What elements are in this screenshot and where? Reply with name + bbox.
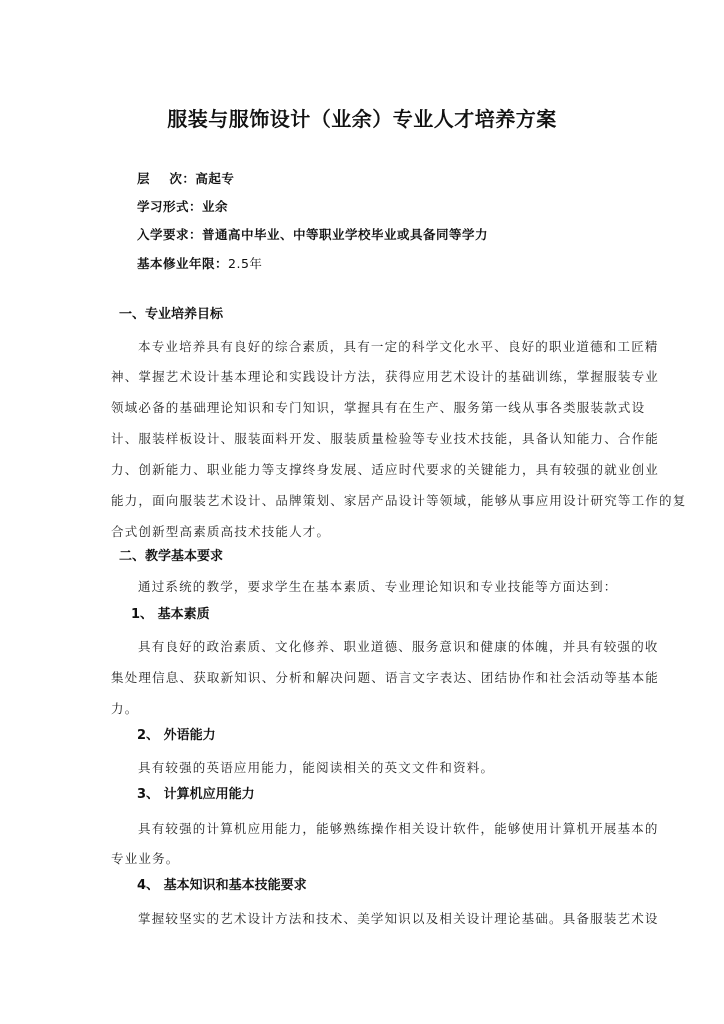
meta-level-label: 层 次： bbox=[137, 171, 196, 186]
section2-heading: 二、教学基本要求 bbox=[119, 549, 224, 564]
section1-line: 领域必备的基础理论知识和专门知识，掌握具有在生产、服务第一线从事各类服装款式设 bbox=[111, 400, 646, 415]
section1-line: 计、服装样板设计、服装面料开发、服装质量检验等专业技术技能，具备认知能力、合作能 bbox=[111, 431, 660, 446]
sub4-heading: 4、 基本知识和基本技能要求 bbox=[137, 878, 307, 893]
sub3-line: 具有较强的计算机应用能力，能够熟练操作相关设计软件，能够使用计算机开展基本的 bbox=[138, 821, 659, 836]
sub3-line: 专业业务。 bbox=[111, 851, 180, 866]
section1-line: 力、创新能力、职业能力等支撑终身发展、适应时代要求的关键能力，具有较强的就业创业 bbox=[111, 462, 660, 477]
meta-years bbox=[137, 254, 262, 272]
sub2-line: 具有较强的英语应用能力，能阅读相关的英文文件和资料。 bbox=[138, 760, 495, 775]
meta-level bbox=[137, 169, 234, 187]
sub1-line: 力。 bbox=[111, 701, 139, 716]
meta-admission-value: 普通高中毕业、中等职业学校毕业或具备同等学力 bbox=[202, 227, 489, 242]
section1-line: 本专业培养具有良好的综合素质，具有一定的科学文化水平、良好的职业道德和工匠精 bbox=[138, 339, 659, 354]
meta-form bbox=[137, 197, 228, 215]
section1-line: 神、掌握艺术设计基本理论和实践设计方法，获得应用艺术设计的基础训练，掌握服装专业 bbox=[111, 369, 660, 384]
meta-admission bbox=[137, 225, 488, 243]
meta-form-value: 业余 bbox=[202, 199, 229, 214]
sub3-heading: 3、 计算机应用能力 bbox=[137, 787, 255, 802]
meta-level-value: 高起专 bbox=[195, 171, 235, 186]
sub1-line: 具有良好的政治素质、文化修养、职业道德、服务意识和健康的体魄，并具有较强的收 bbox=[138, 639, 659, 654]
section1-heading: 一、专业培养目标 bbox=[119, 307, 224, 322]
meta-form-label: 学习形式： bbox=[137, 199, 203, 214]
sub2-heading: 2、 外语能力 bbox=[137, 728, 216, 743]
sub1-heading: 1、 基本素质 bbox=[131, 607, 210, 622]
section2-intro: 通过系统的教学，要求学生在基本素质、专业理论知识和专业技能等方面达到： bbox=[138, 579, 618, 594]
sub1-line: 集处理信息、获取新知识、分析和解决问题、语言文字表达、团结协作和社会活动等基本能 bbox=[111, 670, 660, 685]
meta-years-label: 基本修业年限： bbox=[137, 256, 229, 271]
section1-line: 能力，面向服装艺术设计、品牌策划、家居产品设计等领域，能够从事应用设计研究等工作的复 bbox=[111, 493, 687, 508]
sub4-line: 掌握较坚实的艺术设计方法和技术、美学知识以及相关设计理论基础。具备服装艺术设 bbox=[138, 911, 659, 926]
document-title: 服装与服饰设计（业余）专业人才培养方案 bbox=[167, 107, 557, 131]
meta-admission-label: 入学要求： bbox=[137, 227, 203, 242]
meta-years-value: 2.5年 bbox=[228, 256, 263, 271]
section1-line: 合式创新型高素质高技术技能人才。 bbox=[111, 524, 331, 539]
